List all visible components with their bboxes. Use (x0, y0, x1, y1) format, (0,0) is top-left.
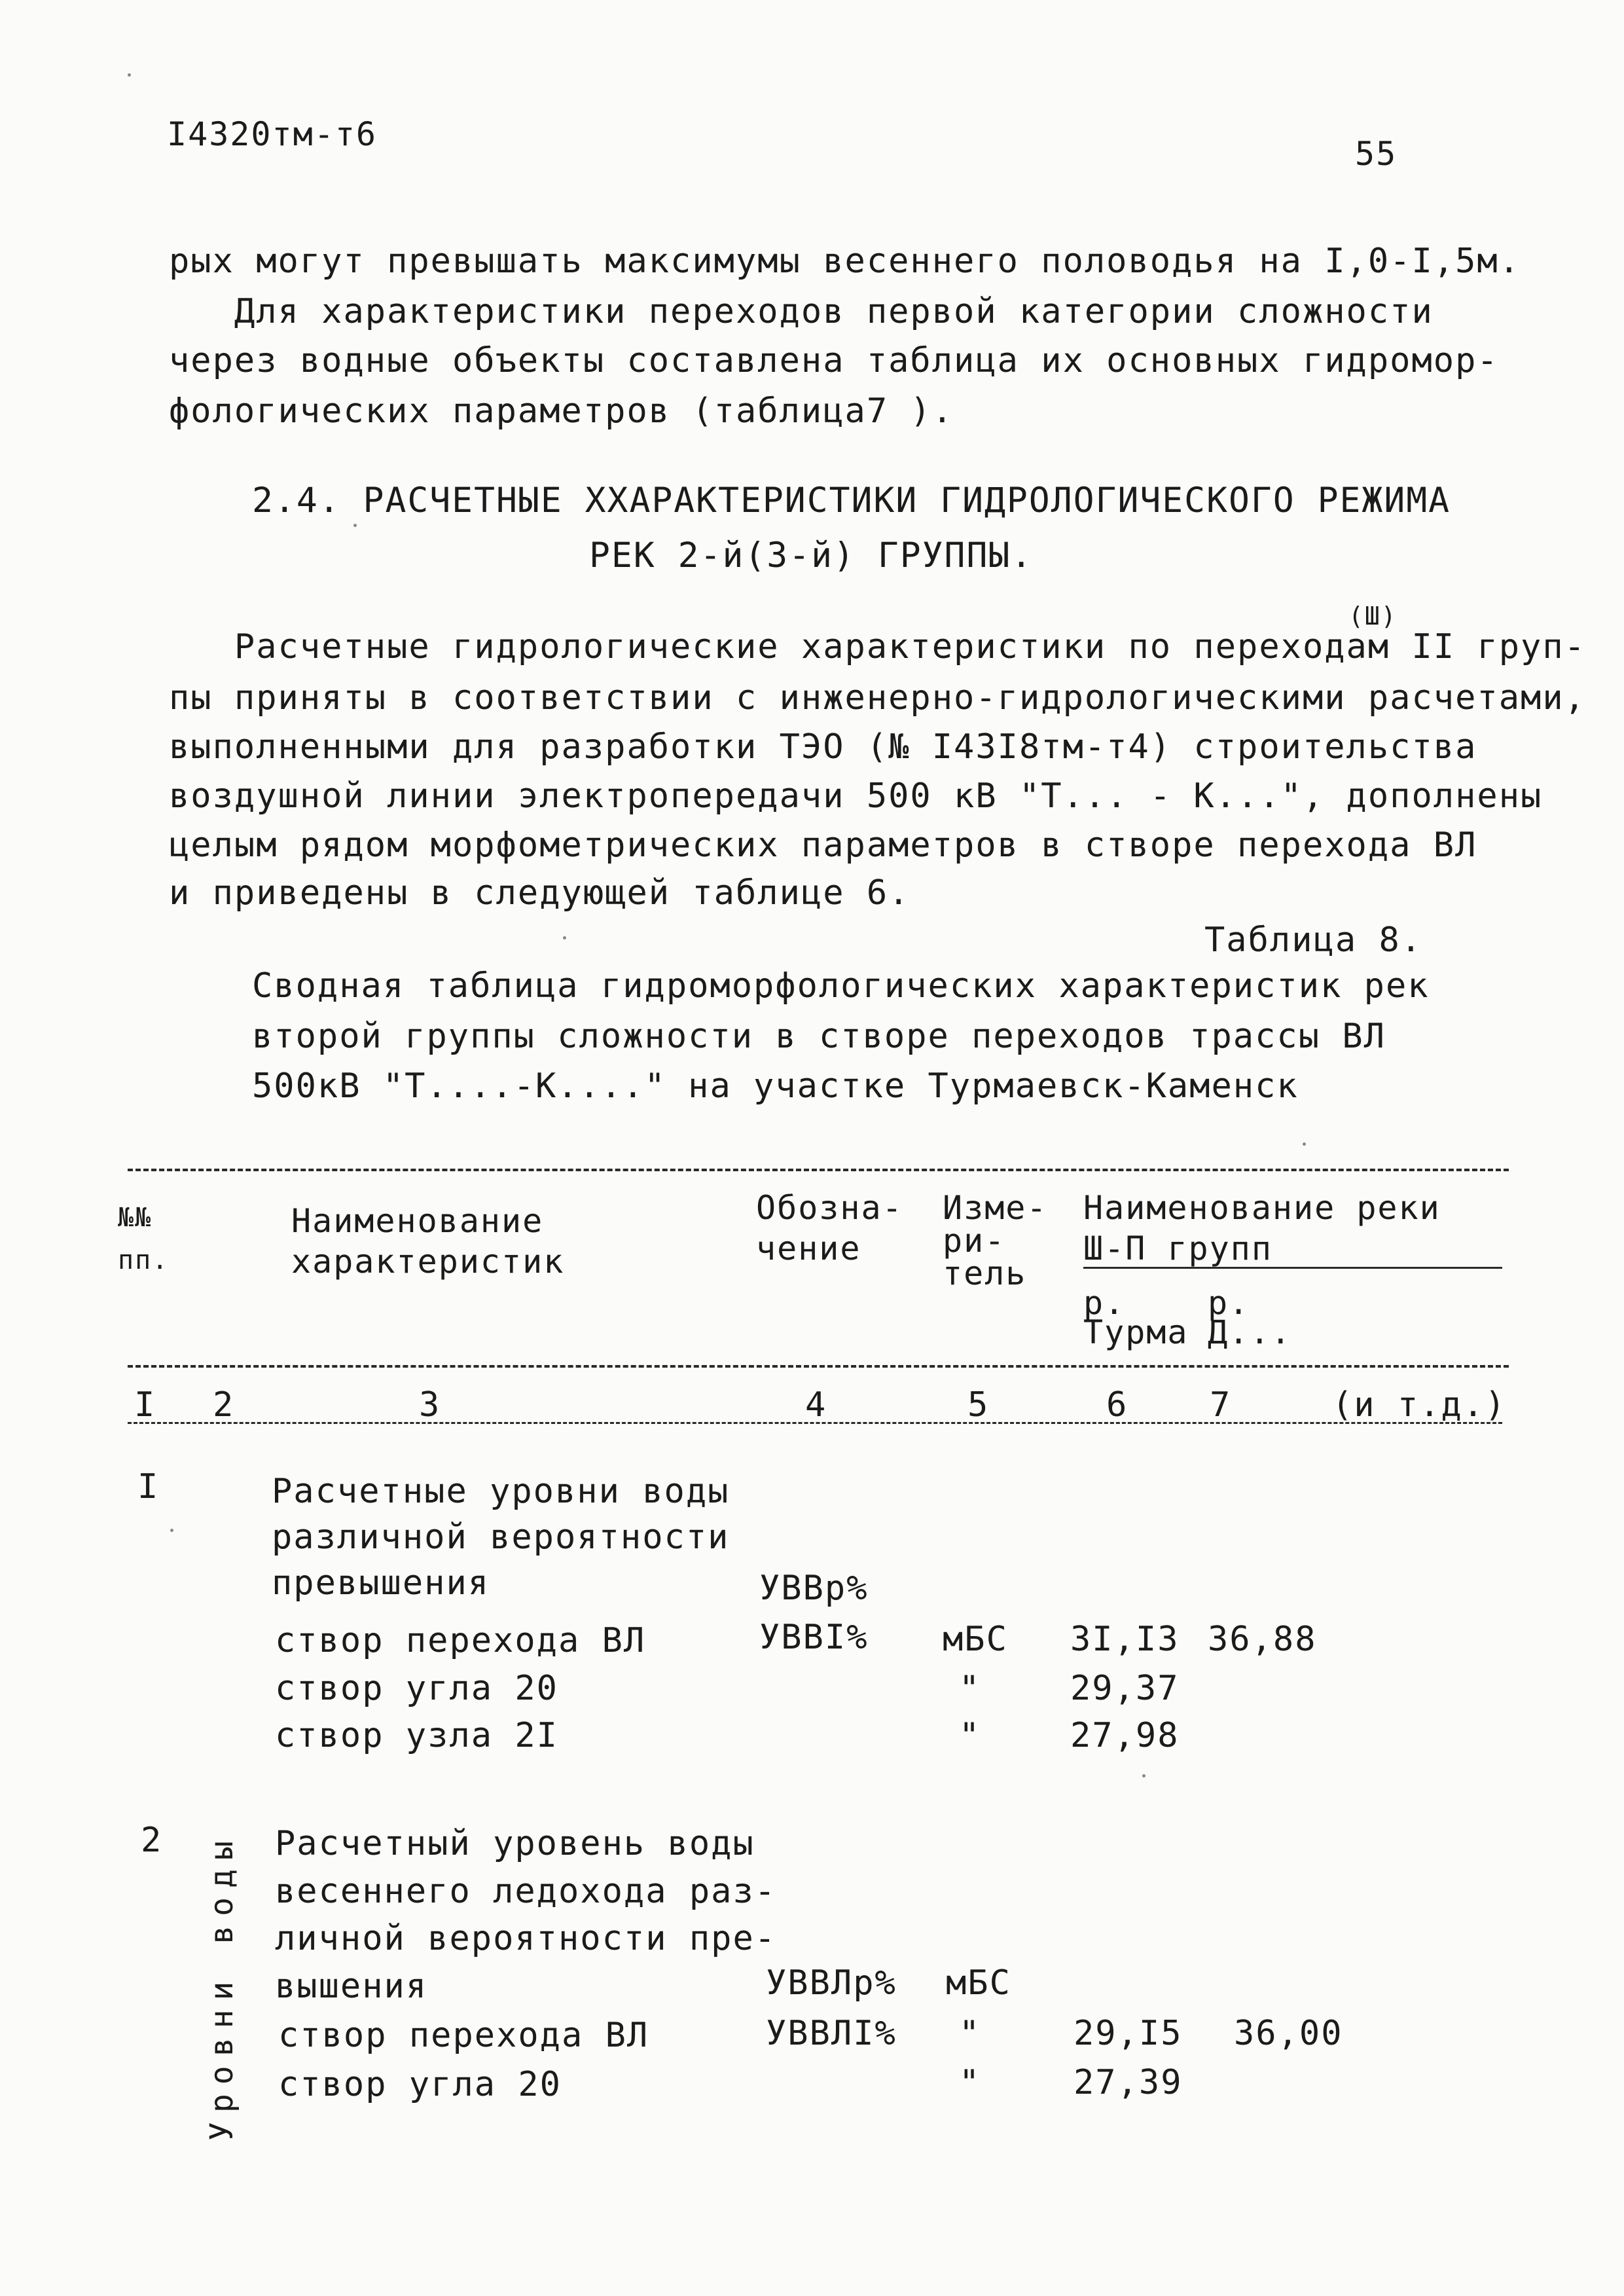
item-unit: мБС (943, 1620, 1008, 1659)
column-number: 5 (967, 1385, 990, 1425)
table-label: Таблица 8. (1204, 920, 1423, 960)
paragraph-line: целым рядом морфометрических параметров в створе перехода ВЛ (169, 826, 1477, 865)
scan-speck (128, 73, 131, 77)
column-number: 7 (1210, 1385, 1232, 1425)
header-river-2: р. (1208, 1284, 1250, 1322)
header-unit: Изме- (943, 1189, 1048, 1227)
handwritten-annotation: (Ш) (1348, 602, 1398, 630)
item-designation: УВВЛI% (766, 2014, 897, 2053)
section-subtitle: РЕК 2-й(3-й) ГРУППЫ. (589, 536, 1034, 575)
paragraph-line: выполненными для разработки ТЭО (№ I43I8тм-т4) строительства (169, 727, 1477, 767)
row-number: I (137, 1467, 160, 1506)
body-line: через водные объекты составлена таблица их основных гидромор- (169, 341, 1499, 380)
row-title: Расчетные уровни воды (272, 1472, 730, 1511)
table-caption: 500кВ "Т....-К...." на участке Турмаевск-Каменск (252, 1066, 1299, 1106)
header-designation: чение (756, 1230, 861, 1267)
row-unit: мБС (946, 1963, 1011, 2003)
header-designation: Обозна- (756, 1189, 903, 1227)
header-river-1: р. (1083, 1284, 1126, 1322)
header-name: характеристик (291, 1243, 565, 1281)
document-code: I4320тм-т6 (167, 115, 378, 153)
item-value: 36,00 (1234, 2014, 1343, 2053)
column-number: 4 (805, 1385, 827, 1425)
body-line: рых могут превышать максимумы весеннего половодья на I,0-I,5м. (169, 242, 1521, 281)
header-unit: ри- (943, 1222, 1006, 1260)
item-value: 29,I5 (1074, 2014, 1183, 2053)
header-unit: тель (943, 1254, 1027, 1292)
scan-speck (1303, 1142, 1306, 1146)
column-number: I (134, 1385, 156, 1425)
row-title: превышения (272, 1563, 490, 1603)
body-line: Для характеристики переходов первой категории сложности (169, 292, 1434, 331)
item-designation: УВВI% (759, 1618, 869, 1657)
paragraph-line: воздушной линии электропередачи 500 кВ "Т... - К...", дополнены (169, 776, 1543, 816)
scan-speck (170, 1529, 173, 1532)
item-label: створ перехода ВЛ (278, 2016, 649, 2055)
column-number: 6 (1106, 1385, 1128, 1425)
item-unit: " (959, 2063, 981, 2102)
item-label: створ угла 20 (278, 2065, 562, 2104)
header-river: Наименование реки (1083, 1189, 1441, 1227)
item-value: 36,88 (1208, 1620, 1317, 1659)
header-river-2: Д... (1208, 1313, 1292, 1351)
table-caption: второй группы сложности в створе переходов трассы ВЛ (252, 1017, 1386, 1056)
scan-speck (1142, 1774, 1146, 1777)
row-title: вышения (275, 1967, 428, 2006)
header-bottom-rule (128, 1365, 1509, 1368)
header-name: Наименование (291, 1202, 544, 1240)
section-title: 2.4. РАСЧЕТНЫЕ ХХАРАКТЕРИСТИКИ ГИДРОЛОГИЧЕСКОГО РЕЖИМА (252, 481, 1451, 520)
item-label: створ угла 20 (275, 1669, 558, 1708)
row-title: личной вероятности пре- (275, 1919, 777, 1958)
header-group-underline (1083, 1267, 1502, 1269)
item-value: 27,39 (1074, 2063, 1183, 2102)
scan-speck (563, 936, 566, 939)
item-value: 3I,I3 (1070, 1620, 1180, 1659)
page-number: 55 (1355, 135, 1398, 173)
header-num: пп. (118, 1245, 170, 1275)
row-number: 2 (141, 1821, 163, 1860)
side-label: Уровни воды (204, 1832, 240, 2141)
item-label: створ узла 2I (275, 1716, 558, 1755)
row-title: весеннего ледохода раз- (275, 1872, 777, 1911)
column-number-rule (128, 1422, 1502, 1424)
paragraph-line: и приведены в следующей таблице 6. (169, 873, 911, 913)
column-number: 2 (213, 1385, 235, 1425)
item-label: створ перехода ВЛ (275, 1621, 646, 1660)
scan-speck (353, 524, 357, 527)
item-unit: " (959, 2014, 981, 2053)
item-value: 29,37 (1070, 1669, 1180, 1708)
item-unit: " (959, 1669, 981, 1708)
header-river-group: Ш-П групп (1083, 1230, 1272, 1267)
table-caption: Сводная таблица гидроморфологических характеристик рек (252, 966, 1430, 1006)
column-number: (и т.д.) (1332, 1385, 1507, 1425)
row-title: различной вероятности (272, 1518, 730, 1557)
paragraph-line: пы приняты в соответствии с инженерно-гидрологическими расчетами, (169, 678, 1586, 718)
header-num: №№ (118, 1203, 153, 1233)
body-line: фологических параметров (таблица7 ). (169, 392, 954, 431)
row-designation: УВВЛр% (766, 1963, 897, 2003)
row-title: Расчетный уровень воды (275, 1824, 755, 1863)
table-top-rule (128, 1169, 1509, 1171)
header-river-1: Турма (1083, 1313, 1189, 1351)
column-number: 3 (419, 1385, 441, 1425)
row-designation: УВВр% (759, 1569, 869, 1608)
paragraph-line: Расчетные гидрологические характеристики по переходам II груп- (169, 627, 1586, 666)
item-unit: " (959, 1716, 981, 1755)
item-value: 27,98 (1070, 1716, 1180, 1755)
